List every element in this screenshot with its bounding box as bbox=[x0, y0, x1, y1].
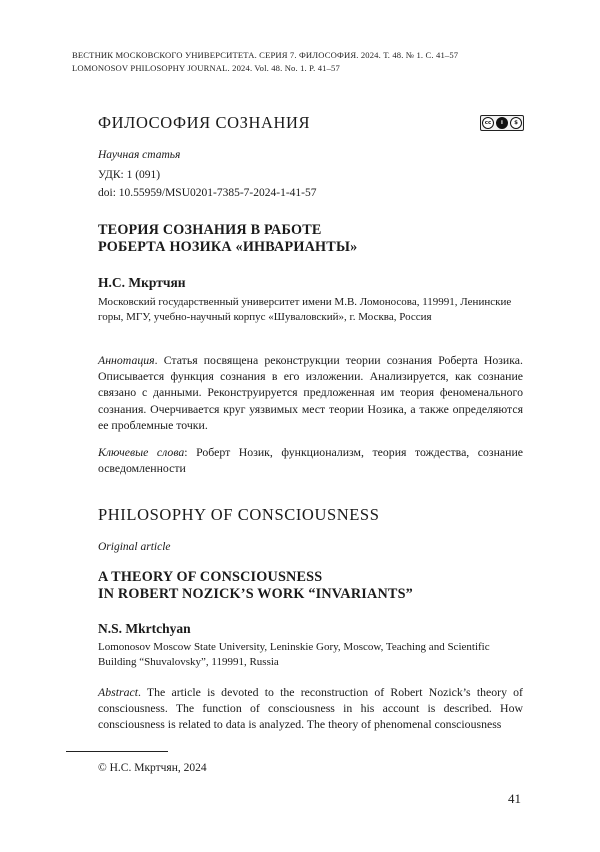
keywords-ru bbox=[98, 444, 523, 476]
affiliation-ru: Московский государственный университет имени М.В. Ломоносова, 119991, Ленинские горы, МГУ, учебно-научный корпус «Шуваловский», г. Москва, Россия bbox=[98, 296, 512, 323]
copyright-footnote: © Н.С. Мкртчян, 2024 bbox=[98, 762, 207, 774]
journal-header-en: LOMONOSOV PHILOSOPHY JOURNAL. 2024. Vol. 48. No. 1. P. 41–57 bbox=[72, 63, 340, 73]
abstract-label-en: Abstract bbox=[98, 685, 138, 699]
nc-icon: $ bbox=[510, 117, 522, 129]
by-icon: i bbox=[496, 117, 508, 129]
article-type-ru: Научная статья bbox=[98, 149, 181, 161]
title-en bbox=[98, 569, 413, 603]
cc-icon: cc bbox=[482, 117, 494, 129]
journal-header-ru: ВЕСТНИК МОСКОВСКОГО УНИВЕРСИТЕТА. СЕРИЯ 7. ФИЛОСОФИЯ. 2024. Т. 48. № 1. С. 41–57 bbox=[72, 50, 459, 60]
keywords-text-ru: : Роберт Нозик, функционализм, теория тождества, сознание осведомленности bbox=[98, 445, 523, 476]
article-type-en: Original article bbox=[98, 541, 171, 553]
abstract-text-ru: . Статья посвящена реконструкции теории сознания Роберта Нозика. Описывается функция сознания в его изложении. Анализируется, как сознание связано с данными. Реконструируется предложенная им теория феноменального сознания. Очерчивается круг уязвимых мест теории Нозика, а также определяются ее проблемные точки. bbox=[98, 353, 523, 432]
title-ru-line1: ТЕОРИЯ СОЗНАНИЯ В РАБОТЕ bbox=[98, 222, 322, 238]
author-ru: Н.С. Мкртчян bbox=[98, 275, 186, 290]
title-en-line2: IN ROBERT NOZICK’S WORK “INVARIANTS” bbox=[98, 586, 413, 602]
abstract-text-en: . The article is devoted to the reconstruction of Robert Nozick’s theory of consciousness. The function of consciousness in his account is described. How consciousness is related to data is analyzed. The theory of phenomenal consciousness bbox=[98, 685, 523, 732]
cc-license-badge[interactable] bbox=[480, 115, 524, 131]
title-ru-line2: РОБЕРТА НОЗИКА «ИНВАРИАНТЫ» bbox=[98, 239, 358, 255]
title-ru bbox=[98, 222, 357, 256]
doi[interactable]: doi: 10.55959/MSU0201-7385-7-2024-1-41-57 bbox=[98, 187, 317, 199]
abstract-label-ru: Аннотация bbox=[98, 353, 155, 367]
footnote-rule bbox=[66, 751, 168, 752]
affiliation-en: Lomonosov Moscow State University, Leninskie Gory, Moscow, Teaching and Scientific Building “Shuvalovsky”, 119991, Russia bbox=[98, 641, 490, 668]
udk: УДК: 1 (091) bbox=[98, 169, 161, 181]
keywords-label-ru: Ключевые слова bbox=[98, 445, 185, 459]
title-en-line1: A THEORY OF CONSCIOUSNESS bbox=[98, 569, 323, 585]
abstract-ru bbox=[98, 352, 523, 433]
rubric-ru: ФИЛОСОФИЯ СОЗНАНИЯ bbox=[98, 113, 311, 132]
page-number: 41 bbox=[508, 791, 521, 806]
rubric-en: PHILOSOPHY OF CONSCIOUSNESS bbox=[98, 505, 380, 524]
author-en: N.S. Mkrtchyan bbox=[98, 621, 191, 636]
abstract-en bbox=[98, 684, 523, 733]
